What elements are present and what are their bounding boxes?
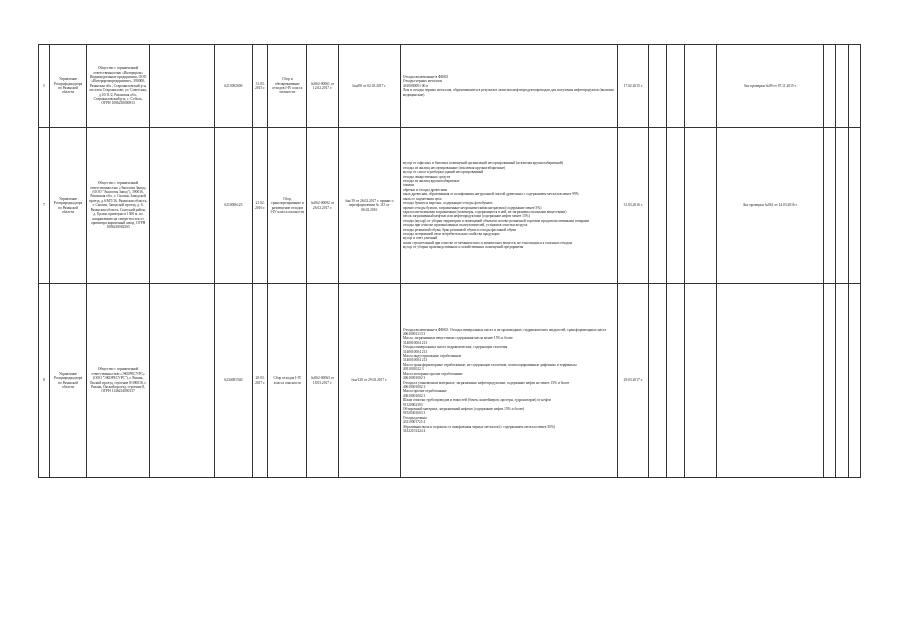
empty-cell: [150, 284, 215, 478]
waste-line: отходы из жилищ несортированные (исключая крупногабаритные): [402, 165, 506, 170]
table-row: [39, 128, 861, 284]
waste-line: мусор от уборки производственных и хозяйственных помещений предприятия: [402, 245, 524, 250]
license-registry-table: [38, 44, 861, 478]
order-number: №н/00 от 02.03.2017 г.: [338, 45, 400, 128]
waste-line: 3140010004 213: [402, 358, 428, 363]
activity-type: Сбор отходов I-IV класса опасности: [268, 284, 307, 478]
empty-cell: [684, 45, 716, 128]
waste-line: Абразивная пыль и порошок от шлифования черных металлов (с содержанием металла менее 50%): [402, 424, 556, 429]
row-number: 5: [39, 45, 50, 128]
empty-cell: [649, 284, 667, 478]
licensing-body: Управление Росприроднадзора по Рязанской области: [50, 284, 87, 478]
waste-line: прочие отходы бумаги, загрязненные неорганическими нитратами (содержание менее 5%): [402, 205, 542, 210]
waste-types-list: [400, 128, 617, 284]
waste-line: Отходы включенные в ФККО: [402, 74, 449, 79]
waste-line: отходы лекарственных средств: [402, 174, 451, 179]
waste-line: отходы потерявшей свои потребительские свойства продукции: [402, 231, 500, 236]
waste-line: Отходы минеральных масел гидравлических, содержащих галогены: [402, 345, 508, 350]
waste-line: 40610001002 3: [402, 376, 426, 381]
organization-details: Общество с ограниченной ответственностью «Интерпром» Индивидуальные предприятия, ООО «Интерпромпредприятие», 390000, Рязанская обл., Старожиловский р-н, поселок Старожилово, ул. Советская, д.10/11/2, Рязанская обл., Старожиловский р-н, с. Соболь, ОГРН 1086230000813: [86, 45, 149, 128]
inn-cell: 6234081540: [214, 284, 252, 478]
decision-date: 17.02.2015 г.: [618, 45, 649, 128]
waste-line: тара полиэтиленовая загрязненная (полимеры, содержащиеся в ней, не загрязнены опасными веществами): [402, 209, 567, 214]
waste-types-list: [400, 284, 617, 478]
empty-cell: [649, 128, 667, 284]
inspection-act: [717, 284, 824, 478]
waste-line: Отходы в упаковочном материале, загрязненные нефтепродуктами, содержание нефти не менее 15% и более: [402, 380, 570, 385]
waste-line: 40610001002 3: [402, 384, 426, 389]
waste-line: Масла, загрязненные веществами содержания масла менее 15% и более: [402, 336, 513, 341]
activity-type: Сбор и обезвреживание отходов I-IV класса опасности: [268, 45, 307, 128]
empty-cell: [836, 45, 848, 128]
empty-cell: [667, 45, 685, 128]
waste-line: Шлам очистки трубопроводов и емкостей (бочек, контейнеров, цистерн, гудронаторов) от нефти: [402, 398, 551, 403]
empty-cell: [667, 128, 685, 284]
empty-cell: [848, 284, 860, 478]
waste-line: 91920401603 3: [402, 411, 426, 416]
organization-details: Общество с ограниченной ответственностью «Экология Завод» (ООО "Экология Завод"), 390016, Рязанская обл., г. Скопин, Заводской проезд, д.6/МТ/16, Рязанская область, г. Скопин, Заводской проезд, д. 6. Рязанская область, Спасский район, д. Ерлин, примерно в 1300 м. по направлению на северо-восток от ориентира кирпичный завод. ОГРН 1086230002565: [86, 128, 149, 284]
waste-line: отходы резиновой обуви, брак резиновой обуви и отходы фасонной обуви: [402, 227, 516, 232]
waste-line: отходы бумаги и картона, содержащие отходы фотобумаги: [402, 201, 493, 206]
decision-date: 31.03.2016 г.: [618, 128, 649, 284]
waste-line: Масла моторные прочие отработанные: [402, 371, 463, 376]
empty-cell: [150, 128, 215, 284]
licensing-body: Управление Росприроднадзора по Рязанской области: [50, 128, 87, 284]
inn-cell: 6215002000: [214, 45, 252, 128]
waste-types-list: [400, 45, 617, 128]
waste-line: 3140010004 213: [402, 349, 428, 354]
license-number: №062-00063 от 18.03.2017 г.: [307, 284, 338, 478]
date-cell: 31.03.2015 г.: [252, 45, 268, 128]
inn-cell: 6210006123: [214, 128, 252, 284]
waste-line: опилки: [402, 183, 414, 188]
activity-type: Сбор, транспортирование и размещение отходов I-IV класса опасности: [268, 128, 307, 284]
empty-cell: [848, 45, 860, 128]
organization-details: Общество с ограниченной ответственностью «ЭКОРЕСУРС» (ООО "ЭКОРЕСУРС"), г. Рязань, Окский проезд, строение 8/390016, г. Рязань, Окский проезд, строение 8, ОГРН 1146234000137: [86, 284, 149, 478]
waste-line: отходы из жилищ крупногабаритные: [402, 179, 460, 184]
date-cell: 20.03.2017 г.: [252, 284, 268, 478]
waste-line: 3140010004 213: [402, 340, 428, 345]
waste-line: Масла трансформаторные отработанные, не содержащие галогенов, полихлорированные дифенилы и терфенилы: [402, 362, 577, 367]
waste-line: 43110001725 4: [402, 420, 426, 425]
empty-cell: [667, 284, 685, 478]
order-number: №н/120 от 29.03.2017 г.: [338, 284, 400, 478]
date-cell: 21.02.2016 г.: [252, 128, 268, 284]
waste-line: отходы при очистке промышленных пылеуловителей, установок очистки воздуха: [402, 223, 528, 228]
waste-line: Масла индустриальные отработанные: [402, 354, 462, 359]
empty-cell: [150, 45, 215, 128]
waste-line: мусор от сноса и разборки зданий несортированный: [402, 170, 484, 175]
inspection-act: Акт проверки №061 от 24.03.2016 г.: [717, 128, 824, 284]
table-row: [39, 45, 861, 128]
decision-date: 29.03.2017 г.: [618, 284, 649, 478]
empty-cell: [836, 128, 848, 284]
waste-line: Обтирочный материал, загрязненный нефтью (содержание нефти 15% и более): [402, 406, 525, 411]
empty-cell: [824, 45, 836, 128]
empty-cell: [684, 128, 716, 284]
waste-line: мусор от офисных и бытовых помещений организаций несортированный (исключая крупногабаритный): [402, 161, 563, 166]
row-number: 7: [39, 128, 50, 284]
waste-line: мусор и смет уличный: [402, 236, 438, 241]
waste-line: Лом и отходы черных металлов, образовавшиеся в результате зачистки нефтепродуктопроводов для получения нефтепродуктов (включая медицинские): [402, 88, 615, 97]
table-row: [39, 284, 861, 478]
order-number: №н/19 от 26.02.2017 г. принят о переоформлении № 115 от 06.02.2016: [338, 128, 400, 284]
waste-line: 36122101424 4: [402, 428, 426, 433]
licensing-body: Управление Росприроднадзора по Рязанской области: [50, 45, 87, 128]
waste-line: песок загрязненный нефтью или нефтепродуктами (содержание нефти менее 15%): [402, 214, 530, 219]
waste-line: обрезки и отходы древесины: [402, 187, 448, 192]
empty-cell: [649, 45, 667, 128]
row-number: 8: [39, 284, 50, 478]
empty-cell: [848, 128, 860, 284]
waste-line: 4610000001 00 в: [402, 83, 428, 88]
empty-cell: [824, 128, 836, 284]
empty-cell: [824, 284, 836, 478]
waste-line: пыль древесная, образованная от шлифования натуральной чистой древесины с содержанием металлов менее 99%: [402, 192, 579, 197]
waste-line: Масла прочие отработанные: [402, 389, 447, 394]
waste-line: Отходы черных металлов: [402, 79, 442, 84]
license-number: №062-00061 от 12.02.2017 г.: [307, 45, 338, 128]
waste-line: 4031001022 3: [402, 367, 424, 372]
waste-line: Отходы включенные в ФККО. Отходы минеральных масел и их производных, гидравлических жидкостей, трансформаторных масел: [402, 327, 607, 332]
license-number: №062-00092 от 26.02.2017 г.: [307, 128, 338, 284]
waste-line: отходы (мусор) от уборки территории и помещений объектов оптово-розничной торговли продовольственными товарами: [402, 218, 590, 223]
waste-line: Отходы резины: [402, 415, 427, 420]
waste-line: шлам строительный при очистке от механических и химических веществ, не относящихся к опасным отходам: [402, 240, 573, 245]
inspection-act: Акт проверки №09 от 07.11.2015 г.: [717, 45, 824, 128]
empty-cell: [836, 284, 848, 478]
waste-line: 91120002393: [402, 402, 423, 407]
waste-line: пыль от подметания цеха: [402, 196, 442, 201]
waste-line: 40610001002 3: [402, 393, 426, 398]
empty-cell: [684, 284, 716, 478]
waste-line: 40610001313 3: [402, 332, 426, 337]
